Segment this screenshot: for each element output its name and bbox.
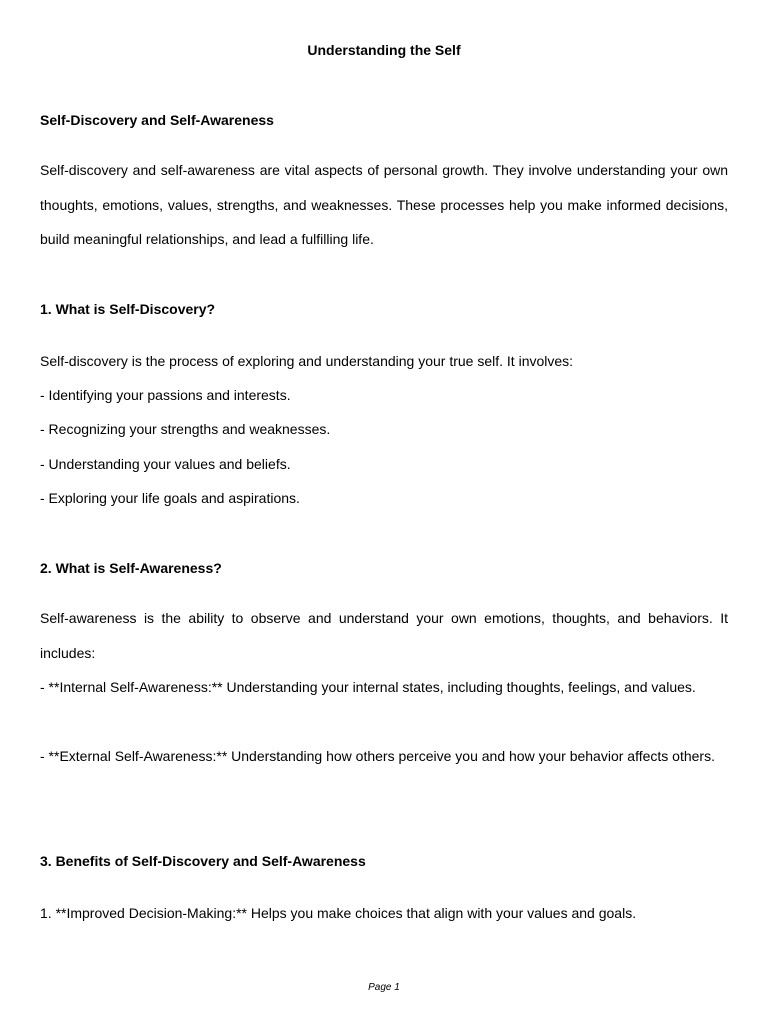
q2-item: - **Internal Self-Awareness:** Understanding your internal states, including thoughts, feelings, and values.	[40, 679, 696, 695]
q2-lead: Self-awareness is the ability to observe and understand your own emotions, thoughts, and behaviors. It includes:	[40, 610, 728, 661]
q1-item: - Recognizing your strengths and weaknesses.	[40, 421, 331, 437]
q3-item: 1. **Improved Decision-Making:** Helps you make choices that align with your values and goals.	[40, 905, 637, 921]
q1-lead: Self-discovery is the process of exploring and understanding your true self. It involves:	[40, 353, 574, 369]
intro-paragraph: Self-discovery and self-awareness are vital aspects of personal growth. They involve understanding your own thoughts, emotions, values, strengths, and weaknesses. These processes help you make informed decisions, build meaningful relationships, and lead a fulfilling life.	[40, 162, 728, 247]
q3-heading: 3. Benefits of Self-Discovery and Self-Awareness	[40, 853, 366, 869]
q1-item: - Exploring your life goals and aspirations.	[40, 490, 300, 506]
q1-item: - Identifying your passions and interests.	[40, 387, 291, 403]
section-heading: Self-Discovery and Self-Awareness	[40, 112, 274, 128]
page-number: Page 1	[368, 982, 400, 993]
q2-heading: 2. What is Self-Awareness?	[40, 560, 222, 576]
q1-heading: 1. What is Self-Discovery?	[40, 301, 216, 317]
q1-item: - Understanding your values and beliefs.	[40, 456, 291, 472]
q2-item: - **External Self-Awareness:** Understanding how others perceive you and how your behavior affects others.	[40, 748, 715, 764]
document-title: Understanding the Self	[307, 42, 461, 58]
